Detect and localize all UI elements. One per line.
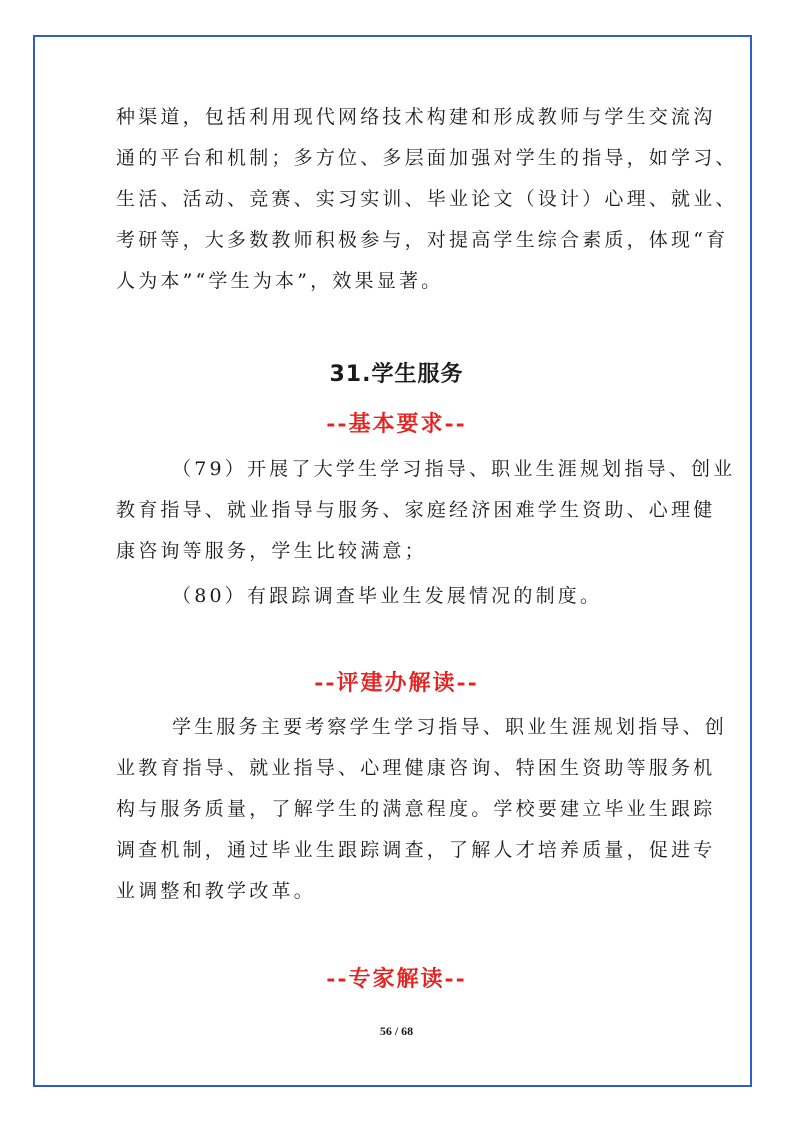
office-line: 调查机制，通过毕业生跟踪调查，了解人才培养质量，促进专 [116, 839, 716, 861]
requirement-79 [116, 449, 736, 572]
intro-line: 种渠道，包括利用现代网络技术构建和形成教师与学生交流沟 [116, 106, 716, 128]
office-line: 学生服务主要考察学生学习指导、职业生涯规划指导、创 [172, 716, 728, 738]
expert-interpretation-heading: --专家解读-- [326, 966, 467, 992]
requirement-79-line: 教育指导、就业指导与服务、家庭经济困难学生资助、心理健 [116, 499, 716, 521]
office-line: 构与服务质量，了解学生的满意程度。学校要建立毕业生跟踪 [116, 798, 716, 820]
office-line: 业教育指导、就业指导、心理健康咨询、特困生资助等服务机 [116, 757, 716, 779]
requirement-79-line: 康咨询等服务，学生比较满意； [116, 540, 427, 562]
intro-line: 考研等，大多数教师积极参与，对提高学生综合素质，体现“育 [116, 229, 729, 251]
basic-requirements-heading: --基本要求-- [326, 411, 467, 437]
requirement-80-line: （80）有跟踪调查毕业生发展情况的制度。 [172, 585, 603, 607]
section-title: 31.学生服务 [329, 362, 464, 387]
office-line: 业调整和教学改革。 [116, 880, 316, 902]
intro-line: 生活、活动、竞赛、实习实训、毕业论文（设计）心理、就业、 [116, 188, 738, 210]
intro-line: 通的平台和机制；多方位、多层面加强对学生的指导，如学习、 [116, 147, 738, 169]
office-interpretation-paragraph [116, 707, 728, 912]
office-interpretation-heading: --评建办解读-- [314, 670, 479, 696]
requirement-79-line: （79）开展了大学生学习指导、职业生涯规划指导、创业 [172, 458, 736, 480]
requirement-80 [116, 576, 676, 617]
page-number: 56 / 68 [379, 1024, 414, 1038]
intro-paragraph [116, 97, 738, 302]
intro-line: 人为本”“学生为本”，效果显著。 [116, 270, 444, 292]
